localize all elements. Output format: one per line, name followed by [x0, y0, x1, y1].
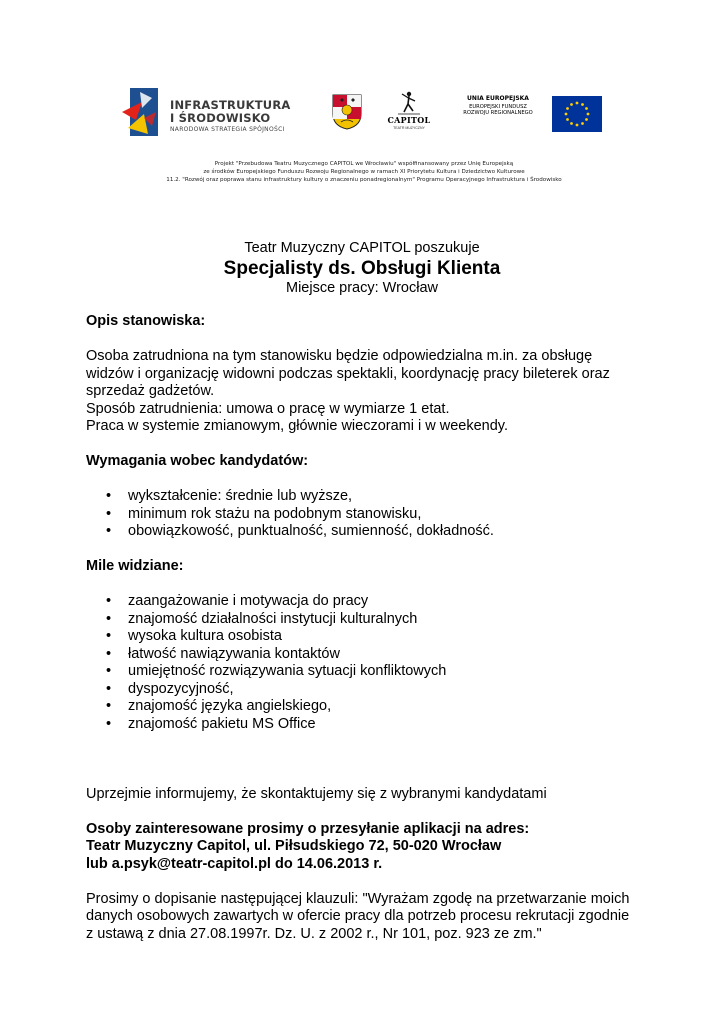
caption-line: 11.2. "Rozwój oraz poprawa stanu infrastruktury kultury o znaczeniu ponadregionalnym" Programu Operacyjnego Infrastruktura i Środowisko [166, 177, 562, 183]
list-item [86, 628, 656, 646]
description-line: Praca w systemie zmianowym, głównie wieczorami i w weekendy. [86, 418, 508, 434]
bullet-icon: • [106, 663, 112, 679]
list-item-text: znajomość działalności instytucji kulturalnych [128, 610, 418, 627]
clause-line: danych osobowych zawartych w ofercie pracy dla potrzeb procesu rekrutacji zgodnie [86, 908, 630, 924]
list-item [86, 523, 656, 541]
list-item-text: znajomość pakietu MS Office [128, 715, 316, 732]
list-item-text: obowiązkowość, punktualność, sumienność, dokładność. [128, 523, 494, 539]
infra-logo-line1: INFRASTRUKTURA [170, 98, 291, 112]
apply-email-deadline: lub a.psyk@teatr-capitol.pl do 14.06.2013 r. [86, 855, 383, 872]
eu-logo-line1: UNIA EUROPEJSKA [467, 95, 529, 102]
infrastruktura-emblem-icon [122, 84, 166, 140]
bullet-icon: • [106, 715, 112, 732]
description-line: Sposób zatrudnienia: umowa o pracę w wymiarze 1 etat. [86, 400, 450, 417]
list-item [86, 506, 656, 524]
description-line: widzów i organizację widowni podczas spektakli, koordynację pracy bileterek oraz [86, 365, 610, 382]
list-item-text: umiejętność rozwiązywania sytuacji konfliktowych [128, 663, 447, 679]
work-location: Miejsce pracy: Wrocław [285, 280, 439, 296]
bullet-icon: • [106, 505, 112, 522]
caption-line: Projekt "Przebudowa Teatru Muzycznego CAPITOL we Wrocławiu" współfinansowany przez Unię Europejską [214, 161, 514, 167]
list-item [86, 681, 656, 699]
nice-to-have-list [86, 593, 656, 733]
description-line: Osoba zatrudniona na tym stanowisku będzie odpowiedzialna m.in. za obsługę [86, 348, 593, 364]
description-line: sprzedaż gadżetów. [86, 383, 215, 399]
bullet-icon: • [106, 593, 112, 609]
caption-line: ze środków Europejskiego Funduszu Rozwoju Regionalnego w ramach XI Priorytetu Kultura i Dziedzictwo Kulturowe [203, 169, 525, 175]
apply-address: Teatr Muzyczny Capitol, ul. Piłsudskiego 72, 50-020 Wrocław [86, 838, 502, 854]
wroclaw-crest-logo [332, 94, 362, 135]
list-item-text: minimum rok stażu na podobnym stanowisku, [128, 505, 422, 522]
infra-logo-line3: NARODOWA STRATEGIA SPÓJNOŚCI [170, 126, 285, 133]
clause-line: z ustawą z dnia 27.08.1997r. Dz. U. z 2002 r., Nr 101, poz. 923 ze zm." [86, 925, 542, 942]
bullet-icon: • [106, 523, 112, 539]
list-item-text: wysoka kultura osobista [128, 628, 282, 644]
eu-logo-line3: ROZWOJU REGIONALNEGO [463, 110, 533, 117]
list-item [86, 593, 656, 611]
list-item [86, 698, 656, 716]
bullet-icon: • [106, 645, 112, 662]
contact-notice: Uprzejmie informujemy, że skontaktujemy się z wybranymi kandydatami [86, 785, 547, 802]
job-title: Specjalisty ds. Obsługi Klienta [223, 258, 501, 279]
infrastruktura-srodowisko-logo [122, 84, 302, 142]
requirements-heading: Wymagania wobec kandydatów: [86, 453, 309, 469]
description-heading: Opis stanowiska: [86, 313, 206, 329]
nice-to-have-heading: Mile widziane: [86, 558, 184, 574]
requirements-list [86, 488, 656, 541]
job-offer-body [86, 313, 656, 943]
wroclaw-coat-of-arms-icon [332, 94, 362, 130]
infra-logo-line2: I ŚRODOWISKO [170, 110, 271, 125]
bullet-icon: • [106, 698, 112, 714]
bullet-icon: • [106, 628, 112, 644]
list-item [86, 716, 656, 734]
list-item-text: dyspozycyjność, [128, 680, 234, 697]
header-banner [122, 82, 606, 196]
bullet-icon: • [106, 680, 112, 697]
eu-logo [450, 96, 602, 132]
list-item-text: znajomość języka angielskiego, [128, 698, 332, 714]
capitol-logo [386, 90, 432, 134]
clause-line: Prosimy o dopisanie następującej klauzuli: "Wyrażam zgodę na przetwarzanie moich [86, 890, 630, 907]
capitol-logo-word: CAPITOL [387, 115, 431, 125]
list-item-text: wykształcenie: średnie lub wyższe, [128, 488, 353, 504]
bullet-icon: • [106, 610, 112, 627]
apply-instruction: Osoby zainteresowane prosimy o przesyłanie aplikacji na adres: [86, 820, 530, 837]
list-item [86, 646, 656, 664]
list-item-text: zaangażowanie i motywacja do pracy [128, 593, 369, 609]
list-item [86, 663, 656, 681]
company-line: Teatr Muzyczny CAPITOL poszukuje [244, 240, 480, 256]
list-item-text: łatwość nawiązywania kontaktów [128, 645, 340, 662]
eu-logo-line2: EUROPEJSKI FUNDUSZ [469, 104, 527, 110]
list-item [86, 611, 656, 629]
bullet-icon: • [106, 488, 112, 504]
capitol-logo-subtitle: TEATR MUZYCZNY [393, 126, 425, 130]
project-funding-caption [122, 160, 606, 184]
dancer-figure-icon [386, 90, 432, 116]
eu-flag-icon [552, 96, 602, 132]
list-item [86, 488, 656, 506]
